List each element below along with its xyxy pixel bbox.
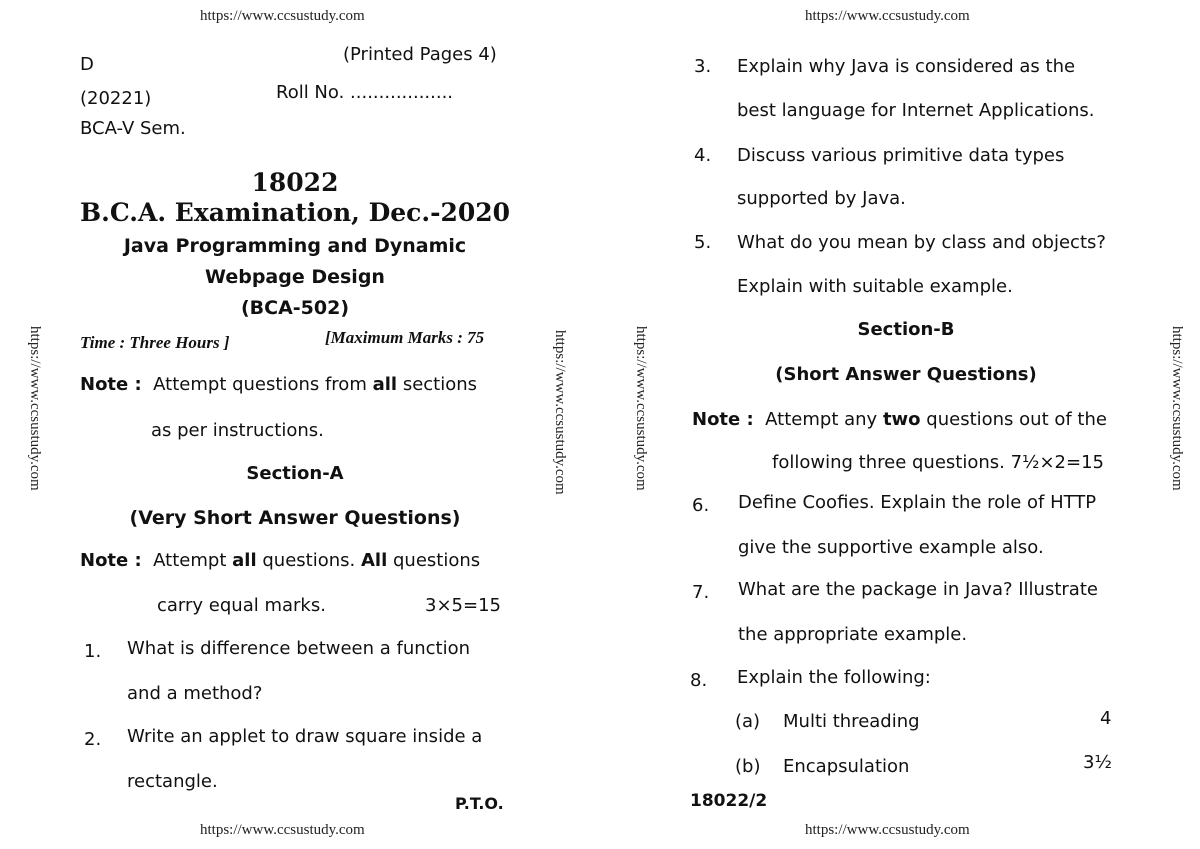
note-label: Note :	[80, 550, 142, 571]
note-label: Note :	[692, 409, 754, 430]
note-text: Attempt	[153, 550, 227, 571]
question-2-line-1: Write an applet to draw square inside a	[127, 726, 483, 747]
note-text: sections	[402, 374, 478, 395]
section-a-heading: Section-A	[246, 463, 344, 484]
note-text: questions.	[262, 550, 356, 571]
question-number: 5.	[694, 232, 712, 253]
question-number: 1.	[84, 641, 102, 662]
roll-no: Roll No. ..................	[276, 82, 454, 103]
question-number: 8.	[690, 670, 708, 691]
subpart-a-text: Multi threading	[783, 711, 920, 732]
note-1-line-2: as per instructions.	[151, 420, 324, 441]
time-allowed: Time : Three Hours ]	[80, 333, 230, 352]
note-bold: All	[360, 550, 388, 571]
note-text: questions out of the	[926, 409, 1107, 430]
subpart-b-marks: 3½	[1083, 752, 1112, 773]
note-section-b	[692, 409, 1107, 430]
question-6-line-2: give the supportive example also.	[738, 537, 1044, 558]
question-number: 6.	[692, 495, 710, 516]
semester: BCA-V Sem.	[80, 118, 186, 139]
question-7-line-2: the appropriate example.	[738, 624, 968, 645]
question-7-line-1: What are the package in Java? Illustrate	[738, 579, 1098, 600]
right-page	[600, 0, 1200, 849]
question-number: 7.	[692, 582, 710, 603]
side-watermark-url: https://www.ccsustudy.com	[1169, 326, 1185, 491]
side-watermark-url: https://www.ccsustudy.com	[27, 326, 43, 491]
page-code: 18022/2	[690, 791, 768, 811]
note-bold: all	[372, 374, 398, 395]
note-text: Attempt any	[765, 409, 878, 430]
note-text: Attempt questions from	[153, 374, 367, 395]
subpart-label: (b)	[735, 756, 761, 777]
note-text: questions	[392, 550, 481, 571]
note-bold: all	[232, 550, 257, 571]
note-label: Note :	[80, 374, 142, 395]
subpart-label: (a)	[735, 711, 761, 732]
subpart-b-text: Encapsulation	[783, 756, 910, 777]
subject-line-1: Java Programming and Dynamic	[123, 235, 467, 257]
question-number: 2.	[84, 729, 102, 750]
section-b-subheading: (Short Answer Questions)	[775, 364, 1037, 385]
question-4-line-1: Discuss various primitive data types	[737, 145, 1065, 166]
note-2-line-2: carry equal marks.	[157, 595, 326, 616]
question-1-line-1: What is difference between a function	[127, 638, 471, 659]
question-3-line-2: best language for Internet Applications.	[737, 100, 1095, 121]
footer-url: https://www.ccsustudy.com	[805, 822, 970, 838]
section-a-subheading: (Very Short Answer Questions)	[129, 507, 461, 529]
side-watermark-url: https://www.ccsustudy.com	[552, 330, 568, 495]
question-3-line-1: Explain why Java is considered as the	[737, 56, 1076, 77]
paper-set: D	[80, 54, 94, 75]
note-1	[80, 374, 512, 395]
note-2-marks: 3×5=15	[425, 595, 501, 616]
section-b-heading: Section-B	[857, 319, 955, 340]
note-section-b-line-2: following three questions. 7½×2=15	[772, 452, 1104, 473]
question-number: 4.	[694, 145, 712, 166]
printed-pages: (Printed Pages 4)	[343, 44, 497, 65]
question-1-line-2: and a method?	[127, 683, 263, 704]
subpart-a-marks: 4	[1100, 708, 1112, 729]
subject-line-2: Webpage Design	[205, 266, 385, 288]
question-5-line-1: What do you mean by class and objects?	[737, 232, 1106, 253]
header-url: https://www.ccsustudy.com	[805, 8, 970, 24]
paper-code: (20221)	[80, 88, 152, 109]
header-url: https://www.ccsustudy.com	[200, 8, 365, 24]
exam-title: B.C.A. Examination, Dec.-2020	[80, 198, 511, 227]
question-5-line-2: Explain with suitable example.	[737, 276, 1013, 297]
pto-label: P.T.O.	[455, 794, 504, 813]
question-2-line-2: rectangle.	[127, 771, 218, 792]
footer-url: https://www.ccsustudy.com	[200, 822, 365, 838]
question-6-line-1: Define Coofies. Explain the role of HTTP	[738, 492, 1097, 513]
note-bold: two	[882, 409, 921, 430]
side-watermark-url: https://www.ccsustudy.com	[633, 326, 649, 491]
question-number: 3.	[694, 56, 712, 77]
maximum-marks: [Maximum Marks : 75	[325, 328, 485, 347]
paper-number: 18022	[251, 168, 339, 197]
question-4-line-2: supported by Java.	[737, 188, 906, 209]
subject-code: (BCA-502)	[240, 297, 350, 319]
question-8-line-1: Explain the following:	[737, 667, 931, 688]
note-2	[80, 550, 480, 571]
